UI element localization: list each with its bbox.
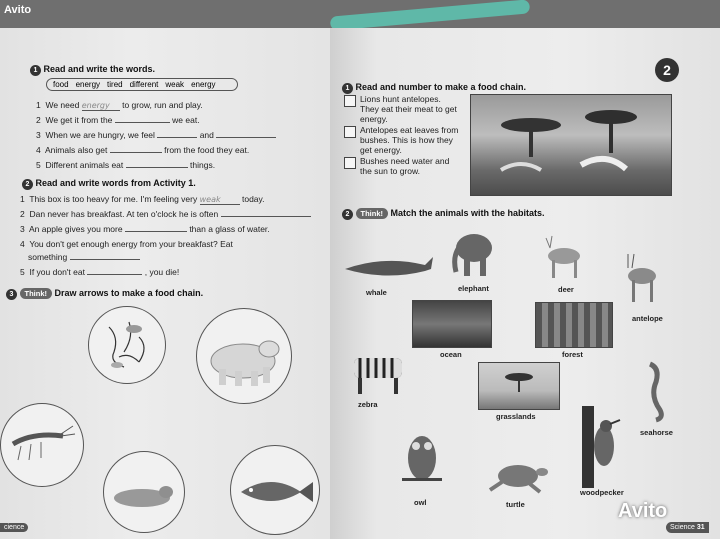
label-antelope: antelope: [632, 314, 663, 323]
ex1-number: 1: [30, 65, 41, 76]
polar-bear-icon: [197, 309, 291, 403]
label-deer: deer: [558, 285, 574, 294]
handwritten-answer: weak: [199, 195, 221, 204]
r-ex2-heading: [342, 208, 545, 220]
think-badge: Think!: [356, 208, 389, 219]
word-bank-item: tired: [107, 80, 123, 89]
fish-circle[interactable]: [230, 445, 320, 535]
polar-bear-circle[interactable]: [196, 308, 292, 404]
line-text: and: [199, 130, 214, 140]
word-bank: [46, 78, 238, 91]
plants-circle[interactable]: [88, 306, 166, 384]
word-bank-item: energy: [75, 80, 101, 89]
word-bank-item: energy: [191, 80, 216, 89]
right-footer: [666, 522, 709, 533]
line-number: 2: [36, 115, 41, 125]
line-number: 1: [20, 194, 25, 204]
plants-icon: [89, 307, 165, 383]
r-ex2-title: Match the animals with the habitats.: [390, 208, 545, 218]
number-box-1[interactable]: [344, 95, 356, 107]
ex2-heading: [22, 178, 196, 190]
answer-blank[interactable]: [221, 216, 311, 217]
answer-blank[interactable]: [200, 194, 240, 205]
tree-icon: [479, 363, 559, 409]
right-page: [330, 28, 720, 539]
left-footer: cience: [0, 523, 28, 532]
label-ocean: ocean: [440, 350, 462, 359]
answer-blank[interactable]: [87, 274, 142, 275]
line-text: from the food they eat.: [164, 145, 250, 155]
shrimp-icon: [1, 404, 83, 486]
seal-icon: [104, 452, 184, 532]
ex2-number: 2: [22, 179, 33, 190]
answer-blank[interactable]: [82, 100, 120, 111]
ocean-photo: [412, 300, 492, 348]
ex2-line-4: [20, 239, 233, 249]
footer-page: 31: [696, 524, 705, 531]
answer-blank[interactable]: [110, 152, 162, 153]
ex2-line-4b: [28, 252, 140, 262]
line-text: We need: [45, 100, 80, 110]
food-chain-item-3: Bushes need water and the sun to grow.: [360, 156, 450, 176]
line-text: than a glass of water.: [189, 224, 270, 234]
ex1-line-4: [36, 145, 249, 155]
number-box-3[interactable]: [344, 157, 356, 169]
line-number: 4: [20, 239, 25, 249]
elephant-icon: [448, 222, 496, 280]
line-text: If you don't eat: [29, 267, 85, 277]
label-seahorse: seahorse: [640, 428, 673, 437]
line-text: We get it from the: [45, 115, 113, 125]
line-number: 3: [20, 224, 25, 234]
answer-blank[interactable]: [115, 122, 170, 123]
label-elephant: elephant: [458, 284, 489, 293]
footer-subject: Science: [670, 524, 695, 531]
line-number: 1: [36, 100, 41, 110]
page-number-badge: 2: [655, 58, 679, 82]
label-owl: owl: [414, 498, 427, 507]
line-text: An apple gives you more: [29, 224, 123, 234]
r-ex2-number: 2: [342, 209, 353, 220]
line-text: Dan never has breakfast. At ten o'clock he is often: [29, 209, 219, 219]
seahorse-icon: [638, 358, 668, 424]
ex2-line-1: [20, 194, 265, 205]
label-zebra: zebra: [358, 400, 378, 409]
number-box-2[interactable]: [344, 126, 356, 138]
r-ex1-title: Read and number to make a food chain.: [355, 82, 527, 92]
answer-blank[interactable]: [125, 231, 187, 232]
avito-watermark: Avito: [618, 500, 668, 522]
label-woodpecker: woodpecker: [580, 488, 624, 497]
line-text: Animals also get: [45, 145, 108, 155]
ex2-line-5: [20, 267, 179, 277]
ex1-line-5: [36, 160, 215, 170]
ex1-line-1: [36, 100, 203, 111]
line-text: things.: [190, 160, 216, 170]
answer-blank[interactable]: [157, 137, 197, 138]
line-text: When we are hungry, we feel: [45, 130, 155, 140]
food-chain-item-1: Lions hunt antelopes. They eat their meat to get energy.: [360, 94, 457, 124]
r-ex1-number: 1: [342, 83, 353, 94]
shrimp-circle[interactable]: [0, 403, 84, 487]
ex1-title: Read and write the words.: [43, 64, 156, 74]
watermark-top: Avito: [4, 4, 32, 16]
line-text: You don't get enough energy from your breakfast? Eat: [29, 239, 233, 249]
line-number: 3: [36, 130, 41, 140]
ex1-line-3: [36, 130, 276, 140]
ex2-line-3: [20, 224, 270, 234]
left-page: [0, 28, 330, 539]
word-bank-item: weak: [165, 80, 185, 89]
ex2-line-2: [20, 209, 311, 219]
forest-photo: [535, 302, 613, 348]
label-forest: forest: [562, 350, 583, 359]
line-text: , you die!: [144, 267, 180, 277]
savanna-photo: [470, 94, 672, 196]
think-badge: Think!: [20, 288, 53, 299]
zebra-icon: [346, 348, 416, 398]
pen: [330, 0, 530, 31]
turtle-icon: [484, 458, 550, 496]
word-bank-item: food: [53, 80, 69, 89]
line-text: we eat.: [172, 115, 200, 125]
seal-circle[interactable]: [103, 451, 185, 533]
line-text: to grow, run and play.: [122, 100, 203, 110]
deer-icon: [540, 226, 590, 282]
ex1-line-2: [36, 115, 200, 125]
word-bank-item: different: [129, 80, 159, 89]
antelope-icon: [620, 246, 666, 306]
grasslands-photo: [478, 362, 560, 410]
line-text: Different animals eat: [45, 160, 124, 170]
line-number: 4: [36, 145, 41, 155]
owl-icon: [402, 424, 442, 490]
whale-icon: [340, 253, 435, 281]
answer-blank[interactable]: [126, 167, 188, 168]
ex3-title: Draw arrows to make a food chain.: [54, 288, 204, 298]
label-whale: whale: [366, 288, 387, 297]
label-grasslands: grasslands: [496, 412, 536, 421]
ex2-title: Read and write words from Activity 1.: [35, 178, 196, 188]
line-number: 5: [20, 267, 25, 277]
answer-blank[interactable]: [70, 259, 140, 260]
handwritten-answer: energy: [81, 101, 110, 110]
line-text: This box is too heavy for me. I'm feeling very: [29, 194, 198, 204]
ex1-heading: [30, 64, 155, 76]
label-turtle: turtle: [506, 500, 525, 509]
r-ex1-heading: [342, 82, 526, 94]
ex3-heading: [6, 288, 203, 300]
woodpecker-icon: [580, 406, 626, 488]
line-number: 2: [20, 209, 25, 219]
ex3-number: 3: [6, 289, 17, 300]
line-number: 5: [36, 160, 41, 170]
answer-blank[interactable]: [216, 137, 276, 138]
savanna-scene-icon: [471, 95, 671, 195]
line-text: today.: [241, 194, 265, 204]
food-chain-item-2: Antelopes eat leaves from bushes. This is how they get energy.: [360, 125, 459, 155]
fish-icon: [231, 446, 319, 534]
line-text: something: [28, 252, 68, 262]
